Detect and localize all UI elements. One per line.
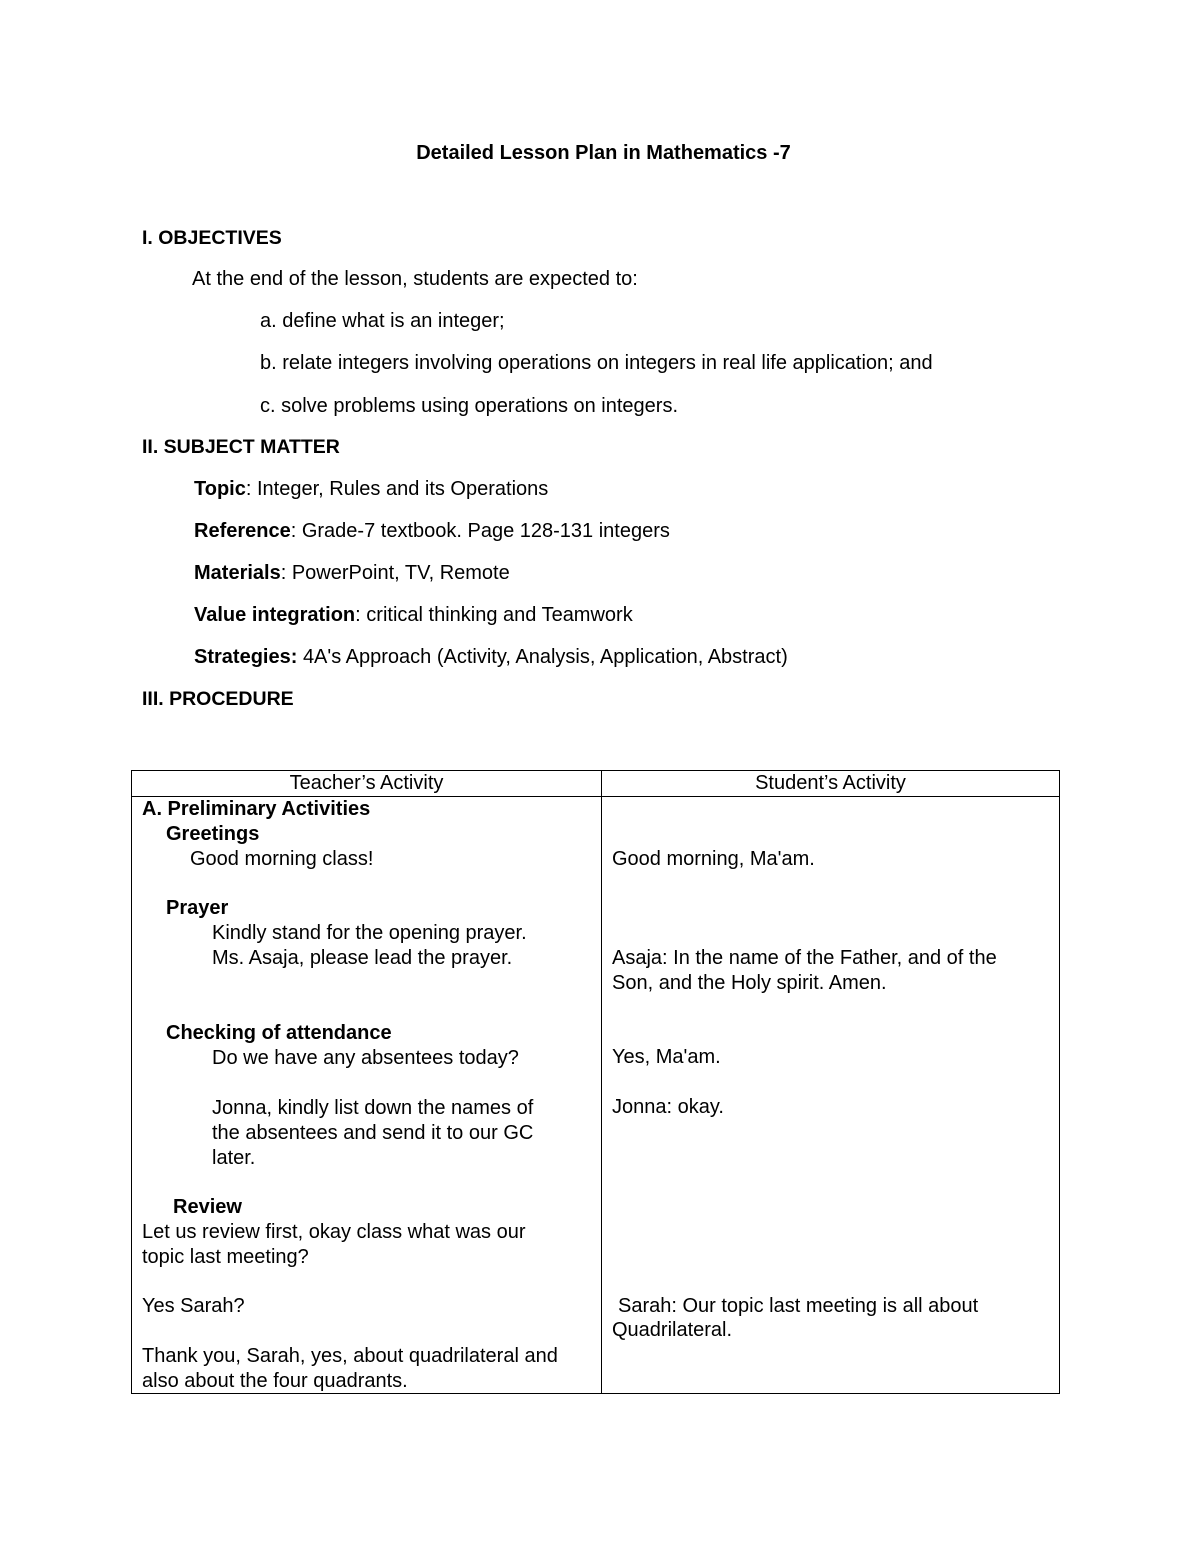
teacher-review-line: Thank you, Sarah, yes, about quadrilateral and (142, 1345, 558, 1367)
procedure-table (131, 770, 1060, 1394)
subject-value: Integer, Rules and its Operations (256, 478, 549, 500)
objective-item-c: c. solve problems using operations on integers. (260, 395, 679, 417)
student-jonna-reply: Jonna: okay. (612, 1096, 724, 1118)
student-greeting: Good morning, Ma'am. (612, 848, 815, 870)
subject-label: Reference (194, 520, 291, 542)
review-heading: Review (173, 1196, 242, 1218)
objective-item-a: a. define what is an integer; (260, 310, 505, 332)
subject-row-value-integration (194, 604, 633, 627)
subject-separator: : (280, 562, 292, 584)
preliminary-activities-heading: A. Preliminary Activities (142, 798, 371, 820)
student-activity-cell (602, 797, 1060, 1394)
student-prayer-line: Son, and the Holy spirit. Amen. (612, 972, 887, 994)
teacher-attendance-line: later. (212, 1147, 256, 1169)
teacher-review-line: topic last meeting? (142, 1246, 309, 1268)
subject-label: Strategies: (194, 646, 298, 668)
table-row (132, 797, 1060, 1394)
subject-value: critical thinking and Teamwork (366, 604, 633, 626)
subject-row-topic (194, 478, 548, 501)
subject-separator: : (245, 478, 257, 500)
teacher-attendance-line: Jonna, kindly list down the names of (212, 1097, 534, 1119)
teacher-greeting: Good morning class! (190, 848, 374, 870)
objectives-heading: I. OBJECTIVES (142, 227, 282, 249)
attendance-heading: Checking of attendance (166, 1022, 392, 1044)
subject-matter-heading: II. SUBJECT MATTER (142, 436, 340, 458)
objectives-intro: At the end of the lesson, students are expected to: (192, 268, 638, 290)
teacher-review-line: Yes Sarah? (142, 1295, 245, 1317)
teacher-attendance-line: the absentees and send it to our GC (212, 1122, 534, 1144)
student-prayer-line: Asaja: In the name of the Father, and of the (612, 947, 997, 969)
teacher-attendance-line: Do we have any absentees today? (212, 1047, 519, 1069)
subject-separator: : (355, 604, 367, 626)
teacher-activity-header: Teacher’s Activity (132, 771, 602, 797)
subject-value: Grade-7 textbook. Page 128-131 integers (301, 520, 670, 542)
objective-item-b: b. relate integers involving operations on integers in real life application; and (260, 352, 933, 374)
greetings-heading: Greetings (166, 823, 260, 845)
subject-label: Topic (194, 478, 246, 500)
subject-row-strategies (194, 646, 788, 669)
procedure-heading: III. PROCEDURE (142, 688, 294, 710)
teacher-review-line: also about the four quadrants. (142, 1370, 408, 1392)
table-header-row (132, 771, 1060, 797)
subject-value: 4A's Approach (Activity, Analysis, Application, Abstract) (302, 646, 788, 668)
teacher-activity-cell (132, 797, 602, 1394)
student-sarah-line: Quadrilateral. (612, 1319, 733, 1341)
student-attendance-reply: Yes, Ma'am. (612, 1046, 721, 1068)
student-activity-header: Student’s Activity (602, 771, 1060, 797)
teacher-prayer-line: Kindly stand for the opening prayer. (212, 922, 527, 944)
subject-label: Materials (194, 562, 281, 584)
subject-row-reference (194, 520, 670, 543)
subject-separator: : (290, 520, 302, 542)
prayer-heading: Prayer (166, 897, 229, 919)
teacher-review-line: Let us review first, okay class what was our (142, 1221, 526, 1243)
student-sarah-line: Sarah: Our topic last meeting is all about (618, 1295, 979, 1317)
subject-row-materials (194, 562, 510, 585)
subject-value: PowerPoint, TV, Remote (291, 562, 510, 584)
teacher-prayer-line: Ms. Asaja, please lead the prayer. (212, 947, 513, 969)
document-title: Detailed Lesson Plan in Mathematics -7 (416, 142, 791, 164)
subject-label: Value integration (194, 604, 356, 626)
